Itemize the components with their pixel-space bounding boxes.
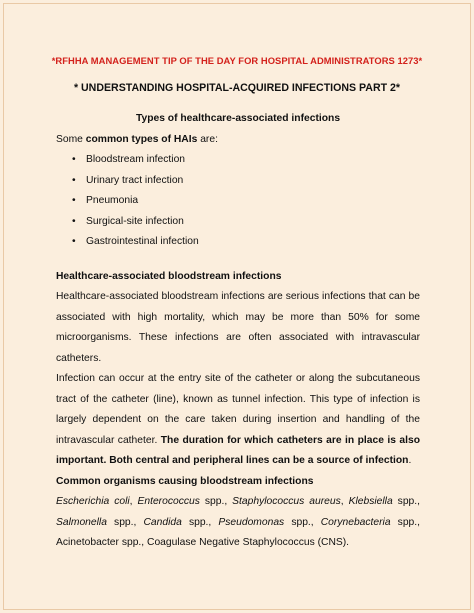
- separator: spp.,: [392, 496, 420, 507]
- paragraph-line-mixed: [56, 431, 420, 452]
- separator: spp.,: [181, 516, 219, 528]
- paragraph-line: catheters.: [56, 352, 102, 364]
- organism-name: Candida: [143, 516, 182, 528]
- paragraph-line: largely dependent on the care taken during insertion and handling of the: [56, 414, 420, 425]
- organisms-list: [56, 492, 420, 554]
- bullet-icon: •: [72, 236, 76, 247]
- organisms-line: [56, 492, 420, 513]
- paragraph-line: microorganisms. These infections are often associated with intravascular: [56, 332, 420, 343]
- intro-prefix: Some: [56, 133, 86, 145]
- lines-emphasis: important. Both central and peripheral lines can be a source of infection: [56, 455, 409, 466]
- tip-title: *RFHHA MANAGEMENT TIP OF THE DAY FOR HOSPITAL ADMINISTRATORS 1273*: [51, 55, 423, 66]
- bloodstream-heading: Healthcare-associated bloodstream infections: [56, 270, 282, 282]
- separator: ,: [129, 496, 138, 507]
- organism-name: Pseudomonas: [218, 516, 285, 528]
- line-end-punct: .: [408, 455, 412, 466]
- types-intro: [56, 130, 420, 151]
- line-normal-text: intravascular catheter.: [56, 434, 161, 446]
- list-item-label: Bloodstream infection: [86, 154, 186, 165]
- part-title: * UNDERSTANDING HOSPITAL-ACQUIRED INFECTIONS PART 2*: [73, 82, 401, 94]
- intro-suffix: are:: [197, 133, 218, 145]
- paragraph-line: Healthcare-associated bloodstream infections are serious infections that can be: [56, 291, 420, 302]
- paragraph-line: associated with high mortality, which may be more than 50% for some: [56, 311, 420, 323]
- bullet-icon: •: [72, 215, 76, 227]
- bloodstream-paragraph-1: [56, 287, 420, 369]
- bullet-icon: •: [72, 195, 76, 206]
- paragraph-line: tract of the catheter (line), known as tunnel infection. This type of infection is: [56, 393, 420, 405]
- duration-emphasis: The duration for which catheters are in place is also: [160, 434, 420, 446]
- hai-types-list: [56, 150, 420, 253]
- organisms-line: [56, 513, 420, 534]
- organism-name: Escherichia coli: [56, 496, 130, 507]
- list-item-label: Urinary tract infection: [86, 174, 184, 186]
- list-item: [72, 191, 420, 212]
- separator: spp.,: [390, 516, 421, 528]
- bullet-icon: •: [72, 174, 76, 186]
- list-item: [72, 150, 420, 171]
- separator: spp.,: [199, 496, 233, 507]
- organisms-line: Acinetobacter spp., Coagulase Negative Staphylococcus (CNS).: [56, 537, 350, 548]
- separator: spp.,: [284, 516, 321, 528]
- list-item-label: Surgical-site infection: [86, 215, 184, 227]
- intro-bold: common types of HAIs: [85, 133, 198, 145]
- paragraph-line: Infection can occur at the entry site of the catheter or along the subcutaneous: [56, 373, 420, 384]
- organism-name: Salmonella: [56, 516, 107, 528]
- list-item-label: Gastrointestinal infection: [86, 236, 199, 247]
- organism-name: Klebsiella: [348, 496, 393, 507]
- organism-name: Staphylococcus aureus: [232, 496, 341, 507]
- types-heading: Types of healthcare-associated infections: [135, 113, 341, 124]
- list-item: [72, 212, 420, 233]
- bullet-icon: •: [72, 154, 76, 165]
- separator: ,: [340, 496, 349, 507]
- list-item-label: Pneumonia: [86, 195, 139, 206]
- separator: spp.,: [106, 516, 144, 528]
- organism-name: Corynebacteria: [320, 516, 391, 528]
- list-item: [72, 171, 420, 192]
- organisms-heading: Common organisms causing bloodstream infections: [56, 475, 314, 487]
- organism-name: Enterococcus: [137, 496, 200, 507]
- list-item: [72, 232, 420, 253]
- bloodstream-paragraph-2: [56, 369, 420, 472]
- paragraph-line-mixed: [56, 451, 420, 472]
- document-body: [56, 109, 420, 554]
